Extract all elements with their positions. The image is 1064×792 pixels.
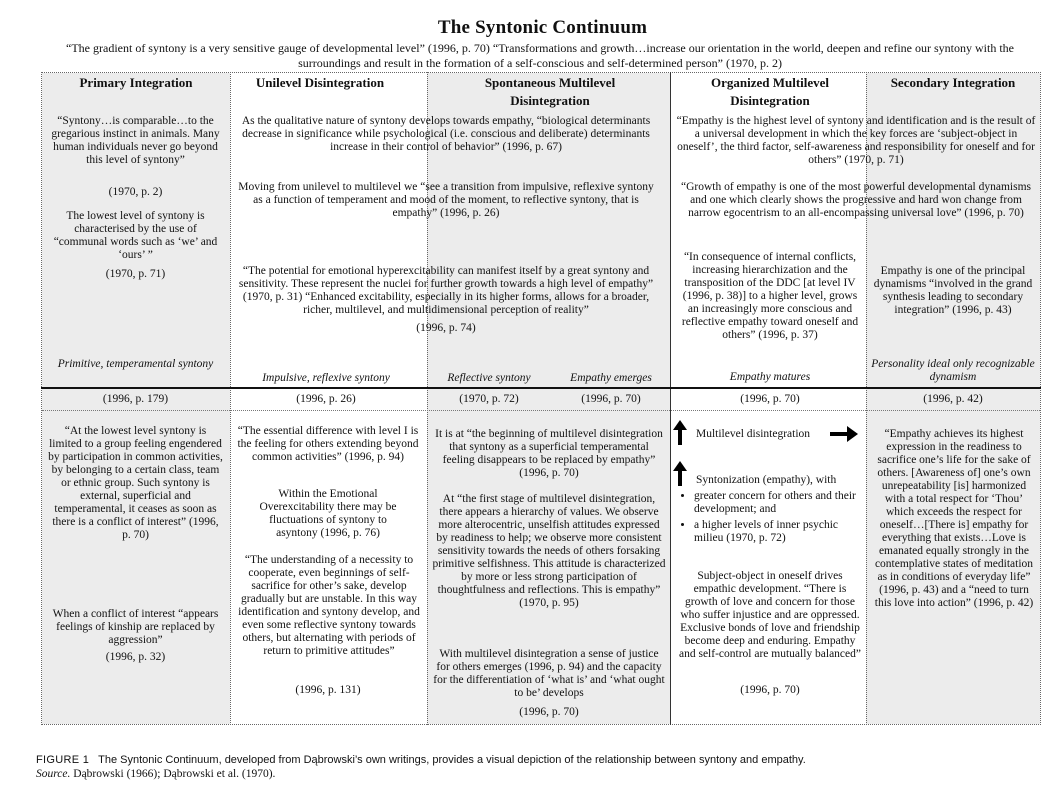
bottom-secondary-1: “Empathy achieves its highest expression in the readiness to sacrifice one’s life for the sake of others. [Awareness of] one’s own unrepeatability [is] harmonized with a total respect for ‘Thou’ which exceeds the respect for oneself…[There is] empathy for everything that exists…Love is emanated equally strongly in the contemplative states of meditation as in conditions of everyday life” (1996, p. 43) and a “need to turn this love into action” (1996, p. 42) xyxy=(874,428,1034,609)
bottom-unilevel-3: “The understanding of a necessity to cooperate, even beginnings of self-sacrifice for other’s sake, develop gradually but are unstable. In this way identification and syntony develop, and even some reflective syntony towards others, but alternating with periods of return to primitive attitudes” xyxy=(238,554,420,657)
bottom-org-2-cite: (1996, p. 70) xyxy=(740,684,800,696)
span-quote-1: As the qualitative nature of syntony develops towards empathy, “biological determinants decrease in significance while psychological (i.e. conscious and deliberate) determinants increase in their control of behavior” (1996, p. 67) xyxy=(241,115,651,153)
span-quote-3: “The potential for emotional hyperexcitability can manifest itself by a great syntony and sensitivity. These represent the nuclei for further growth towards a high level of empathy” (1970, p. 31) “Enhanced excitability, especially in its higher forms, allows for a broader, richer, multilevel, and multidimensional perception of reality” xyxy=(238,265,654,316)
bottom-primary-2: When a conflict of interest “appears feelings of kinship are replaced by aggression” xyxy=(52,608,219,646)
org-bullet-2: • a higher levels of inner psychic milieu (1970, p. 72) xyxy=(694,519,869,545)
arrow-up-icon-2 xyxy=(678,470,682,486)
level-empathy-emerges: Empathy emerges xyxy=(570,372,652,384)
bottom-unilevel-3-cite: (1996, p. 131) xyxy=(295,684,361,696)
header-spontaneous: Spontaneous Multilevel Disintegration xyxy=(484,75,616,108)
level-reflective: Reflective syntony xyxy=(447,372,531,384)
span-quote-2: Moving from unilevel to multilevel we “see a transition from impulsive, reflexive syntony as a function of temperament and mood of the moment, to reflective syntony, that is empathy” (1996, p. 26) xyxy=(238,181,654,219)
cite-organized: (1996, p. 70) xyxy=(740,393,800,405)
figure-caption-text: The Syntonic Continuum, developed from Dąbrowski’s own writings, provides a visual depiction of the relationship between syntony and empathy. xyxy=(98,754,806,766)
header-primary: Primary Integration xyxy=(79,75,193,90)
org-syntonization: Syntonization (empathy), with xyxy=(696,474,837,486)
org-bullet-1: • greater concern for others and their development; and xyxy=(694,490,869,516)
primary-quote-2: The lowest level of syntony is characterised by the use of “communal words such as ‘we’ and ‘ours’ ” xyxy=(53,210,218,261)
level-divider xyxy=(41,387,1041,389)
cite-secondary: (1996, p. 42) xyxy=(923,393,983,405)
level-primitive: Primitive, temperamental syntony xyxy=(57,358,214,370)
arrow-right-icon xyxy=(830,432,848,436)
primary-cite-2: (1970, p. 71) xyxy=(105,268,166,280)
cite-empathy-emerges: (1996, p. 70) xyxy=(581,393,641,405)
header-secondary: Secondary Integration xyxy=(890,75,1016,90)
source-line xyxy=(36,768,275,780)
level-personality: Personality ideal only recognizable dynamism xyxy=(871,358,1035,383)
level-empathy-matures: Empathy matures xyxy=(729,371,811,383)
right-quote-2: “Growth of empathy is one of the most powerful developmental dynamisms and one which clearly shows the progressive and hard won change from narrow egocentrism to an all-encompassing universal love” (1996, p. 70) xyxy=(680,181,1032,219)
org-arrow-label: Multilevel disintegration xyxy=(696,428,811,440)
span-cite-3: (1996, p. 74) xyxy=(416,322,476,334)
cite-unilevel: (1996, p. 26) xyxy=(296,393,356,405)
bottom-primary-2-cite: (1996, p. 32) xyxy=(105,651,166,663)
divider-2 xyxy=(427,72,428,725)
bottom-primary-1: “At the lowest level syntony is limited to a group feeling engendered by participation in common activities, by belonging to a certain class, team or ethnic group. Such syntony is external, superficial and temperamental, it ceases as soon as there is a conflict of interest” (1996, p. 70) xyxy=(48,425,223,541)
divider-4 xyxy=(866,72,867,725)
page-subtitle: “The gradient of syntony is a very sensitive gauge of developmental level” (1996, p. 70) “Transformations and growth…increase our orientation in the world, deepen and refine our syntony with the surroundings and result in the formation of a self-conscious and self-determined person” (1970, p. 2) xyxy=(66,41,1014,70)
figure-caption xyxy=(36,753,806,781)
level-impulsive: Impulsive, reflexive syntony xyxy=(262,372,390,384)
secondary-quote-1: Empathy is one of the principal dynamisms “involved in the grand synthesis leading to secondary integration” (1996, p. 43) xyxy=(873,265,1033,316)
bottom-unilevel-1: “The essential difference with level I is the feeling for others extending beyond common activities” (1996, p. 94) xyxy=(237,425,419,463)
bottom-unilevel-2: Within the Emotional Overexcitability there may be fluctuations of syntony to asyntony (1996, p. 76) xyxy=(259,488,397,539)
arrow-up-icon xyxy=(678,429,682,445)
organized-quote-1: “In consequence of internal conflicts, increasing hierarchization and the transposition of the DDC [at level IV (1996, p. 38)] to a higher level, grows an increasingly more conscious and reflective empathy toward oneself and others” (1996, p. 37) xyxy=(681,251,859,341)
cite-row-rule xyxy=(42,410,1040,411)
cite-reflective: (1970, p. 72) xyxy=(459,393,519,405)
source-label: Source. xyxy=(36,768,71,780)
org-bullets xyxy=(680,490,869,545)
bottom-spont-3-cite: (1996, p. 70) xyxy=(519,706,579,718)
bottom-spont-2: At “the first stage of multilevel disintegration, there appears a hierarchy of values. We observe more alterocentric, unselfish attitudes expressed by readiness to help; we observe more consistent sensitivity towards the needs of others forsaking primitive selfishness. This attitude is characterized by more or less strong participation of thoughtfulness and reflections. This is empathy” (1970, p. 95) xyxy=(432,493,666,609)
cite-primary: (1996, p. 179) xyxy=(102,393,169,405)
divider-1 xyxy=(230,72,231,725)
figure-label: FIGURE 1 xyxy=(36,754,90,766)
bottom-spont-3: With multilevel disintegration a sense of justice for others emerges (1996, p. 94) and the capacity for the differentiation of ‘what is’ and ‘what ought to be’ develops xyxy=(433,648,665,699)
primary-quote-1: “Syntony…is comparable…to the gregarious instinct in animals. Many human individuals never go beyond this level of syntony” xyxy=(51,115,220,166)
header-unilevel: Unilevel Disintegration xyxy=(255,75,385,90)
primary-cite-1: (1970, p. 2) xyxy=(108,186,163,198)
bottom-org-2: Subject-object in oneself drives empathic development. “There is growth of love and concern for those who suffer injustice and are oppressed. Exclusive bonds of love and friendship become deep and enduring. Empathy and self-control are mutually balanced” xyxy=(678,570,861,660)
bottom-spont-1: It is at “the beginning of multilevel disintegration that syntony as a superficial temperamental feeling disappears to be replaced by empathy” (1996, p. 70) xyxy=(435,428,663,479)
source-text: Dąbrowski (1966); Dąbrowski et al. (1970). xyxy=(73,768,276,780)
divider-3 xyxy=(670,72,671,725)
right-quote-1: “Empathy is the highest level of syntony and identification and is the result of a universal development in which the key forces are ‘subject-object in oneself’, the third factor, self-awareness and responsibility for oneself and for others” (1970, p. 71) xyxy=(676,115,1036,166)
header-organized: Organized Multilevel Disintegration xyxy=(710,75,830,108)
page-title: The Syntonic Continuum xyxy=(437,17,648,38)
